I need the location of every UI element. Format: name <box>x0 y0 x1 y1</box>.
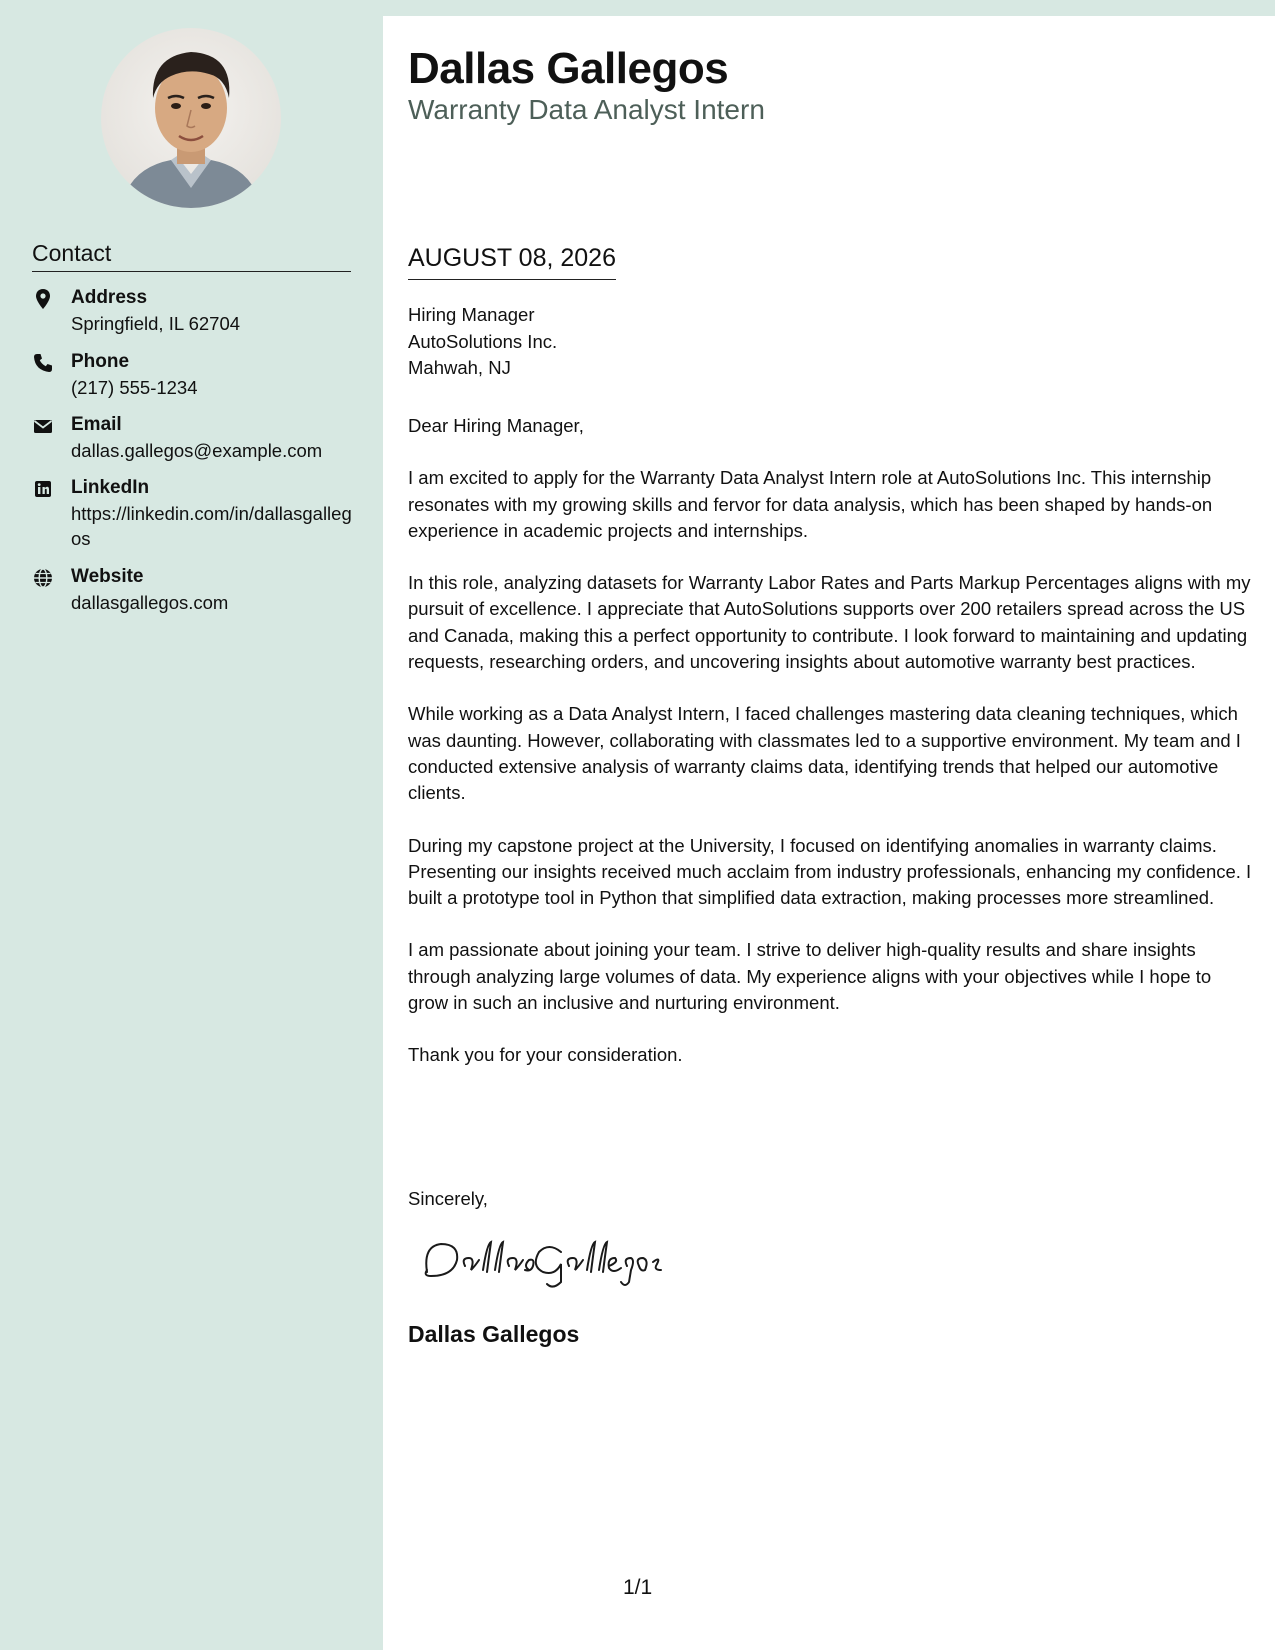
letter-paragraph: I am excited to apply for the Warranty Data Analyst Intern role at AutoSolutions Inc. This internship resonates with my growing skills and fervor for data analysis, which has been shaped by hands-on experience in academic projects and internships. <box>408 467 1213 541</box>
recipient-line: Mahwah, NJ <box>408 357 511 378</box>
letter-paragraph: While working as a Data Analyst Intern, I faced challenges mastering data cleaning techniques, which was daunting. However, collaborating with classmates led to a supportive environment. My team and I conducted extensive analysis of warranty claims data, identifying trends that helped our automotive clients. <box>408 703 1241 804</box>
letter-date: AUGUST 08, 2026 <box>408 244 616 280</box>
map-pin-icon <box>32 288 54 310</box>
letter-content <box>408 413 1253 1095</box>
signer-name: Dallas Gallegos <box>408 1321 580 1347</box>
email-value[interactable]: dallas.gallegos@example.com <box>71 440 323 461</box>
email-label: Email <box>71 414 122 435</box>
recipient-line: Hiring Manager <box>408 304 535 325</box>
letter-paragraph: In this role, analyzing datasets for Warranty Labor Rates and Parts Markup Percentages aligns with my pursuit of excellence. I appreciate that AutoSolutions supports over 200 retailers spread across the US and Canada, making this a perfect opportunity to contribute. I look forward to maintaining and updating requests, researching orders, and uncovering insights about automotive warranty best practices. <box>408 572 1251 673</box>
linkedin-label: LinkedIn <box>71 477 150 498</box>
website-label: Website <box>71 566 144 587</box>
letter-paragraph: I am passionate about joining your team. I strive to deliver high-quality results and share insights through analyzing large volumes of data. My experience aligns with your objectives while I hope to grow in such an inclusive and nurturing environment. <box>408 939 1212 1014</box>
closing: Sincerely, <box>408 1188 488 1209</box>
recipient-block <box>408 302 557 382</box>
sidebar <box>0 0 383 1650</box>
phone-icon <box>32 352 54 374</box>
salutation: Dear Hiring Manager, <box>408 415 584 436</box>
contact-heading: Contact <box>32 240 351 272</box>
linkedin-icon <box>32 478 54 500</box>
profile-photo <box>101 28 281 208</box>
letter-paragraph: Thank you for your consideration. <box>408 1044 683 1066</box>
phone-value: (217) 555-1234 <box>71 377 198 398</box>
globe-icon <box>32 567 54 589</box>
applicant-name: Dallas Gallegos <box>408 44 729 93</box>
linkedin-value[interactable]: https://linkedin.com/in/dallasgallegos <box>71 503 352 549</box>
phone-label: Phone <box>71 351 130 372</box>
website-value[interactable]: dallasgallegos.com <box>71 592 229 613</box>
job-title: Warranty Data Analyst Intern <box>408 94 765 125</box>
recipient-line: AutoSolutions Inc. <box>408 330 558 352</box>
address-label: Address <box>71 287 148 308</box>
address-value: Springfield, IL 62704 <box>71 313 241 334</box>
page-number: 1/1 <box>623 1576 653 1599</box>
handwritten-signature <box>413 1226 673 1301</box>
envelope-icon <box>32 415 54 437</box>
letter-paragraph: During my capstone project at the University, I focused on identifying anomalies in warranty claims. Presenting our insights received much acclaim from industry professionals, enhancing my confidence. I built a prototype tool in Python that simplified data extraction, making processes more streamlined. <box>408 834 1252 909</box>
letter-body <box>383 16 1275 1650</box>
